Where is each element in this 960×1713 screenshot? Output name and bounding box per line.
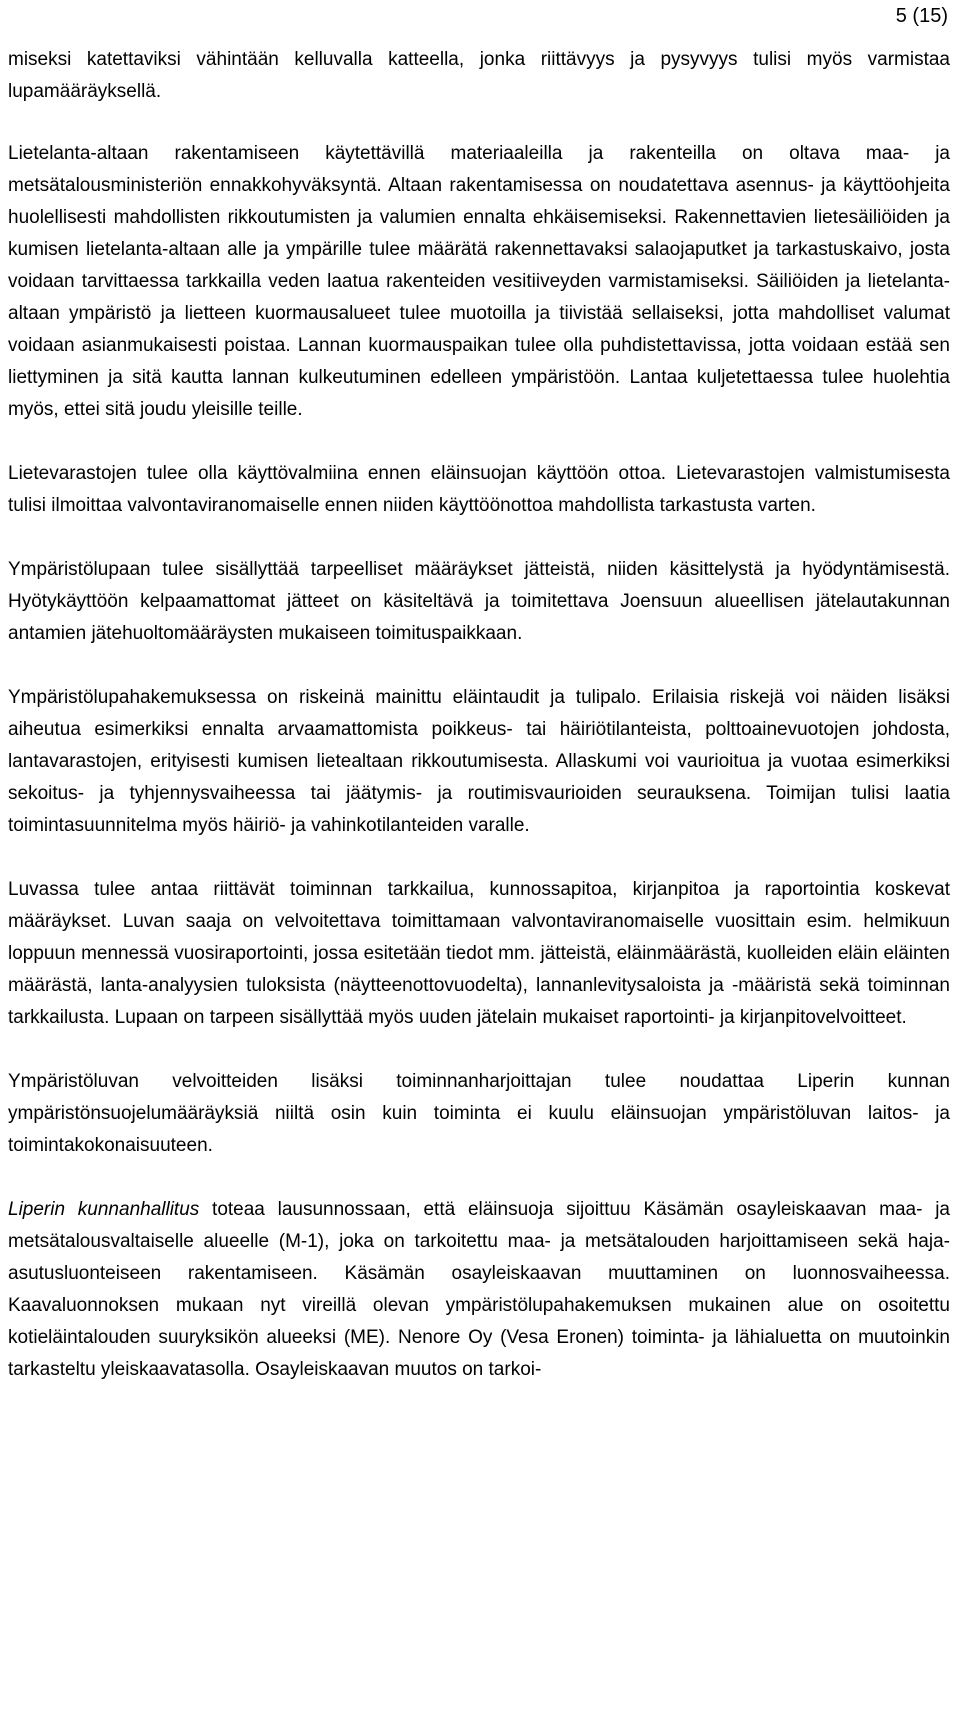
paragraph-reporting: Luvassa tulee antaa riittävät toiminnan tarkkailua, kunnossapitoa, kirjanpitoa ja raportointia koskevat määräykset. Luvan saaja on velvoitettava toimittamaan valvontaviranomaiselle vuosittain esim. helmikuun loppuun mennessä vuosiraportointi, jossa esitetään tiedot mm. jätteistä, eläinmäärästä, kuolleiden eläin eläinten määrästä, lanta-analyysien tuloksista (näytteenottovuodelta), lannanlevitysaloista ja -määristä sekä toiminnan tarkkailusta. Lupaan on tarpeen sisällyttää myös uuden jätelain mukaiset raportointi- ja kirjanpitovelvoitteet. xyxy=(8,879,950,1028)
paragraph-risks: Ympäristölupahakemuksessa on riskeinä mainittu eläintaudit ja tulipalo. Erilaisia riskejä voi näiden lisäksi aiheutua esimerkiksi ennalta arvaamattomista poikkeus- tai häiriötilanteista, polttoainevuotojen johdosta, lantavarastojen, erityisesti kumisen lietealtaan rikkoutumisesta. Allaskumi voi vaurioitua ja vuotaa esimerkiksi sekoitus- ja tyhjennysvaiheessa tai jäätymis- ja routimisvaurioiden seurauksena. Toimijan tulisi laatia toimintasuunnitelma myös häiriö- ja vahinkotilanteiden varalle. xyxy=(8,687,950,836)
municipal-board-name: Liperin kunnanhallitus xyxy=(8,1199,200,1220)
municipal-board-text: toteaa lausunnossaan, että eläinsuoja sijoittuu Käsämän osayleiskaavan maa- ja metsätalousvaltaiselle alueelle (M-1), joka on tarkoitettu maa- ja metsätalouden harjoittamiseen sekä haja-asutusluonteiseen rakentamiseen. Käsämän osayleiskaavan muuttaminen on luonnosvaiheessa. Kaavaluonnoksen mukaan nyt vireillä olevan ympäristölupahakemuksen mukainen alue on osoitettu kotieläintalouden suuryksikön alueeksi (ME). Nenore Oy (Vesa Eronen) toiminta- ja lähialuetta on muutoinkin tarkasteltu yleiskaavatasolla. Osayleiskaavan muutos on tarkoi- xyxy=(8,1199,950,1380)
paragraph-slurry-basin: Lietelanta-altaan rakentamiseen käytettävillä materiaaleilla ja rakenteilla on oltava maa- ja metsätalousministeriön ennakkohyväksyntä. Altaan rakentamisessa on noudatettava asennus- ja käyttöohjeita huolellisesti mahdollisten rikkoutumisten ja valumien ennalta ehkäisemiseksi. Rakennettavien lietesäiliöiden ja kumisen lietelanta-altaan alle ja ympärille tulee määrätä rakennettavaksi salaojaputket ja tarkastuskaivo, josta voidaan tarvittaessa tarkkailla veden laatua rakenteiden vesitiiveyden varmistamiseksi. Säiliöiden ja lietelanta-altaan ympäristö ja lietteen kuormausalueet tulee muotoilla ja tiivistää sellaiseksi, jotta mahdolliset valumat voidaan asianmukaisesti poistaa. Lannan kuormauspaikan tulee olla puhdistettavissa, jotta voidaan estää sen liettyminen ja sitä kautta lannan kulkeutuminen edelleen ympäristöön. Lantaa kuljetettaessa tulee huolehtia myös, ettei sitä joudu yleisille teille. xyxy=(8,143,950,420)
paragraph-lid-cover: miseksi katettaviksi vähintään kelluvalla katteella, jonka riittävyys ja pysyvyys tulisi myös varmistaa lupamääräyksellä. xyxy=(8,49,950,102)
paragraph-municipal-board-statement xyxy=(8,1194,950,1386)
page-number: 5 (15) xyxy=(895,5,948,27)
paragraph-slurry-storage-readiness: Lietevarastojen tulee olla käyttövalmiina ennen eläinsuojan käyttöön ottoa. Lietevarastojen valmistumisesta tulisi ilmoittaa valvontaviranomaiselle ennen niiden käyttöönottoa mahdollista tarkastusta varten. xyxy=(8,463,950,516)
paragraph-municipal-regulations: Ympäristöluvan velvoitteiden lisäksi toiminnanharjoittajan tulee noudattaa Liperin kunnan ympäristönsuojelumääräyksiä niiltä osin kuin toiminta ei kuulu eläinsuojan ympäristöluvan laitos- ja toimintakokonaisuuteen. xyxy=(8,1071,950,1156)
document-body xyxy=(8,44,950,1386)
paragraph-waste-regulations: Ympäristölupaan tulee sisällyttää tarpeelliset määräykset jätteistä, niiden käsittelystä ja hyödyntämisestä. Hyötykäyttöön kelpaamattomat jätteet on käsiteltävä ja toimitettava Joensuun alueellisen jätelautakunnan antamien jätehuoltomääräysten mukaiseen toimituspaikkaan. xyxy=(8,559,950,644)
